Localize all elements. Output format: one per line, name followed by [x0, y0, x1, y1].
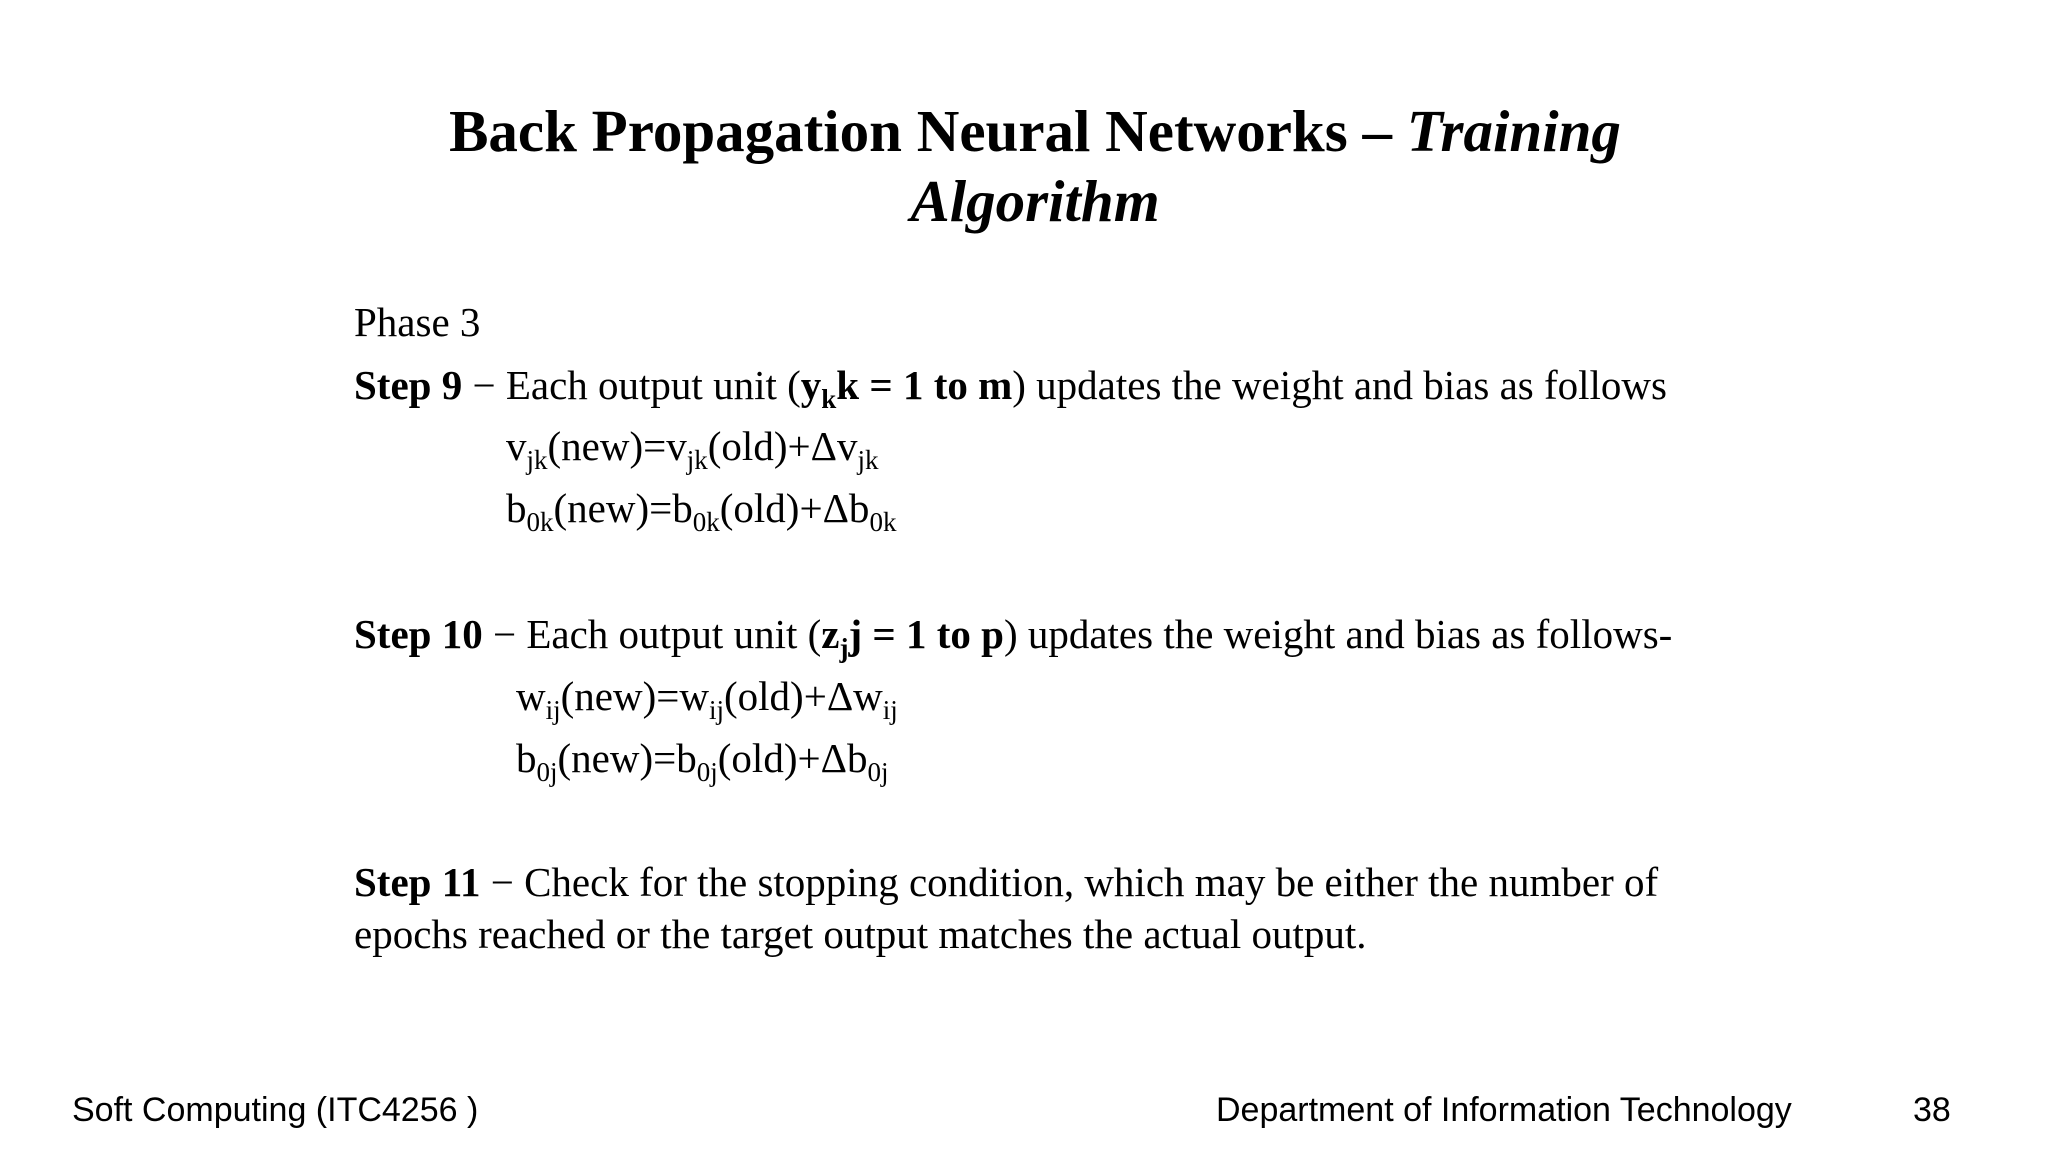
step11-line-1: Step 11 − Check for the stopping condition, which may be either the number of	[354, 859, 1659, 905]
step9-line: Step 9 − Each output unit ($y_kk = 1$ to m) updates the weight and bias as follows	[354, 362, 1667, 414]
footer-page-number: 38	[1913, 1091, 1951, 1129]
footer-course: Soft Computing (ITC4256 )	[72, 1091, 479, 1129]
step9-unit: $y_kk = 1$ to m	[800, 362, 1013, 414]
step10-unit: $z_jj = 1$ to p	[821, 611, 1004, 663]
title-text: Back Propagation Neural Networks –	[449, 98, 1407, 164]
phase-label: Phase 3	[354, 299, 481, 345]
step11-line-2: epochs reached or the target output matches the actual output.	[354, 911, 1367, 957]
step10-equation-2: $b_{0j}(new)=b_{0j}(old)+\Delta b_{0j}$	[516, 735, 889, 787]
step9-label: Step 9	[354, 362, 463, 408]
footer-department: Department of Information Technology	[1216, 1091, 1792, 1129]
title-italic-2: Algorithm	[910, 168, 1160, 234]
step11-label: Step 11	[354, 859, 481, 905]
step10-line: Step 10 − Each output unit ($z_jj = 1$ to p) updates the weight and bias as follows-	[354, 611, 1673, 663]
slide-title	[0, 96, 2048, 236]
title-italic-1: Training	[1406, 98, 1621, 164]
step9-equation-1: $v_{jk}(new)=v_{jk}(old)+\Delta v_{jk}$	[506, 423, 879, 475]
step10-label: Step 10	[354, 611, 483, 657]
step10-equation-1: $w_{ij}(new)=w_{ij}(old)+\Delta w_{ij}$	[516, 673, 898, 725]
step9-equation-2: $b_{0k}(new)=b_{0k}(old)+\Delta b_{0k}$	[506, 485, 897, 537]
